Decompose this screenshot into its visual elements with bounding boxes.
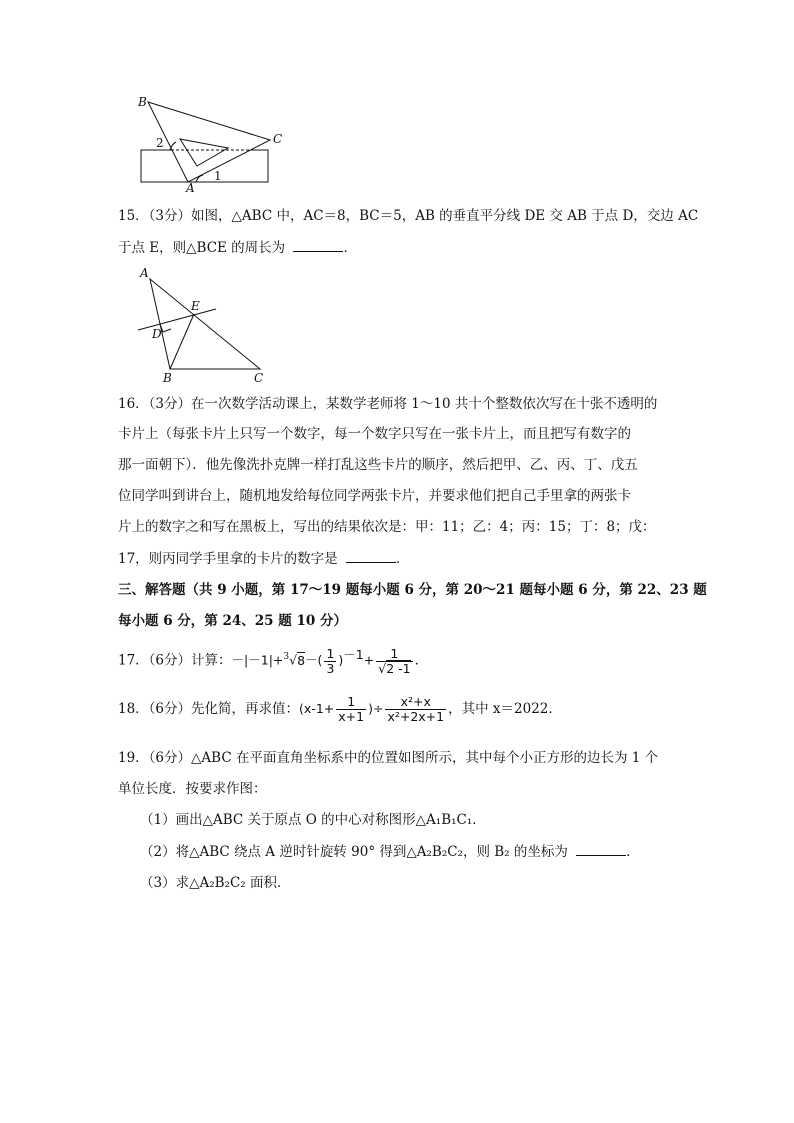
- q18-frac1-num: 1: [336, 695, 366, 710]
- q18-frac1-den: x+1: [338, 709, 365, 724]
- q17-root-body: 8: [297, 652, 306, 668]
- section3-title-line1: 三、解答题（共 9 小题，第 17～19 题每小题 6 分，第 20～21 题每小题 6 分，第 22、23 题: [118, 582, 707, 598]
- line-de: [138, 309, 216, 330]
- q16-line1: 16．（3分）在一次数学活动课上，某数学老师将 1～10 共十个整数依次写在十张不透明的: [118, 396, 658, 412]
- q17-root-index: 3: [283, 652, 290, 662]
- q19-part3: （3）求△A₂B₂C₂ 面积．: [140, 875, 291, 891]
- q18-open: (x-1+: [299, 701, 335, 716]
- q18-close: )÷: [368, 701, 384, 716]
- q19-part1: （1）画出△ABC 关于原点 O 的中心对称图形△A₁B₁C₁．: [140, 812, 486, 828]
- q17-frac2: [376, 647, 412, 676]
- q17-exp: －1: [343, 647, 364, 662]
- q17-frac1-den: 3: [326, 660, 335, 676]
- q17-root: √8: [289, 652, 306, 668]
- q16-line2: 卡片上（每张卡片上只写一个数字，每一个数字只写在一张卡片上，而且把写有数字的: [118, 426, 631, 442]
- label-C: C: [254, 371, 264, 384]
- q15-end: ．: [343, 240, 357, 256]
- q16-line5: 片上的数字之和写在黑板上，写出的结果依次是：甲：11；乙：4；丙：15；丁：8；戊：: [118, 519, 656, 535]
- q15-text: 于点 E，则△BCE 的周长为: [118, 240, 286, 256]
- q18-suffix: ，其中 x＝2022．: [448, 701, 562, 717]
- q15-line1: 15．（3分）如图，△ABC 中，AC＝8，BC＝5，AB 的垂直平分线 DE 交 AB 于点 D，交边 AC: [118, 208, 699, 224]
- q17: [118, 640, 429, 676]
- triangle-outer: [148, 102, 270, 182]
- q17-frac2-den: √2 -1: [378, 660, 411, 676]
- q19-part2-text: （2）将△ABC 绕点 A 逆时针旋转 90° 得到△A₂B₂C₂，则 B₂ 的坐标为: [140, 844, 568, 860]
- q17-minus: －(: [305, 652, 323, 668]
- q19-answer-blank[interactable]: [576, 842, 626, 856]
- label-2: 2: [156, 136, 164, 150]
- label-B: B: [138, 95, 147, 109]
- q17-frac1-num: 1: [326, 645, 335, 661]
- q17-frac2-den-text: 2 -1: [386, 660, 411, 676]
- section3-title-line2: 每小题 6 分，第 24、25 题 10 分）: [118, 613, 347, 629]
- q18-prefix: 18．（6分）先化简，再求值：: [118, 701, 300, 717]
- q16-end: ．: [395, 551, 410, 567]
- label-E: E: [191, 299, 200, 313]
- q16-text: 17，则丙同学手里拿的卡片的数字是: [118, 551, 338, 567]
- q16-answer-blank[interactable]: [346, 549, 396, 563]
- label-D: D: [152, 327, 162, 341]
- q19-part2: [140, 842, 640, 862]
- label-A: A: [140, 266, 149, 280]
- q19-part2-end: ．: [626, 844, 640, 860]
- label-B: B: [163, 371, 172, 384]
- q15-answer-blank[interactable]: [293, 238, 343, 252]
- q17-expr-a: －|－1|+: [231, 652, 284, 668]
- q17-prefix: 17．（6分）计算：: [118, 652, 232, 669]
- q18: [118, 692, 562, 726]
- figure-q14: [130, 92, 290, 192]
- triangle-abc: [150, 279, 260, 369]
- q18-frac2-num: x²+x: [385, 695, 446, 710]
- q17-frac1: [324, 647, 336, 676]
- q18-frac2-den: x²+2x+1: [387, 709, 445, 724]
- label-C: C: [273, 132, 283, 146]
- q17-end: ．: [414, 652, 429, 669]
- figure-q15: [130, 262, 270, 384]
- line-be: [170, 314, 194, 369]
- q16-line6: [118, 549, 409, 569]
- q17-frac2-num: 1: [376, 647, 412, 662]
- q16-line3: 那一面朝下）．他先像洗扑克牌一样打乱这些卡片的顺序，然后把甲、乙、丙、丁、戊五: [118, 457, 638, 473]
- label-1: 1: [214, 169, 222, 183]
- q17-close: ): [338, 652, 344, 668]
- q18-frac1: [336, 695, 366, 724]
- q17-plus: +: [363, 652, 375, 668]
- q18-frac2: [385, 695, 446, 724]
- q15-line2: [118, 238, 357, 258]
- q16-line4: 位同学叫到讲台上，随机地发给每位同学两张卡片，并要求他们把自己手里拿的两张卡: [118, 488, 631, 504]
- label-A: A: [186, 181, 195, 192]
- q19-line2: 单位长度．按要求作图：: [118, 781, 267, 797]
- q19-line1: 19．（6分）△ABC 在平面直角坐标系中的位置如图所示，其中每个小正方形的边长为 1 个: [118, 750, 659, 766]
